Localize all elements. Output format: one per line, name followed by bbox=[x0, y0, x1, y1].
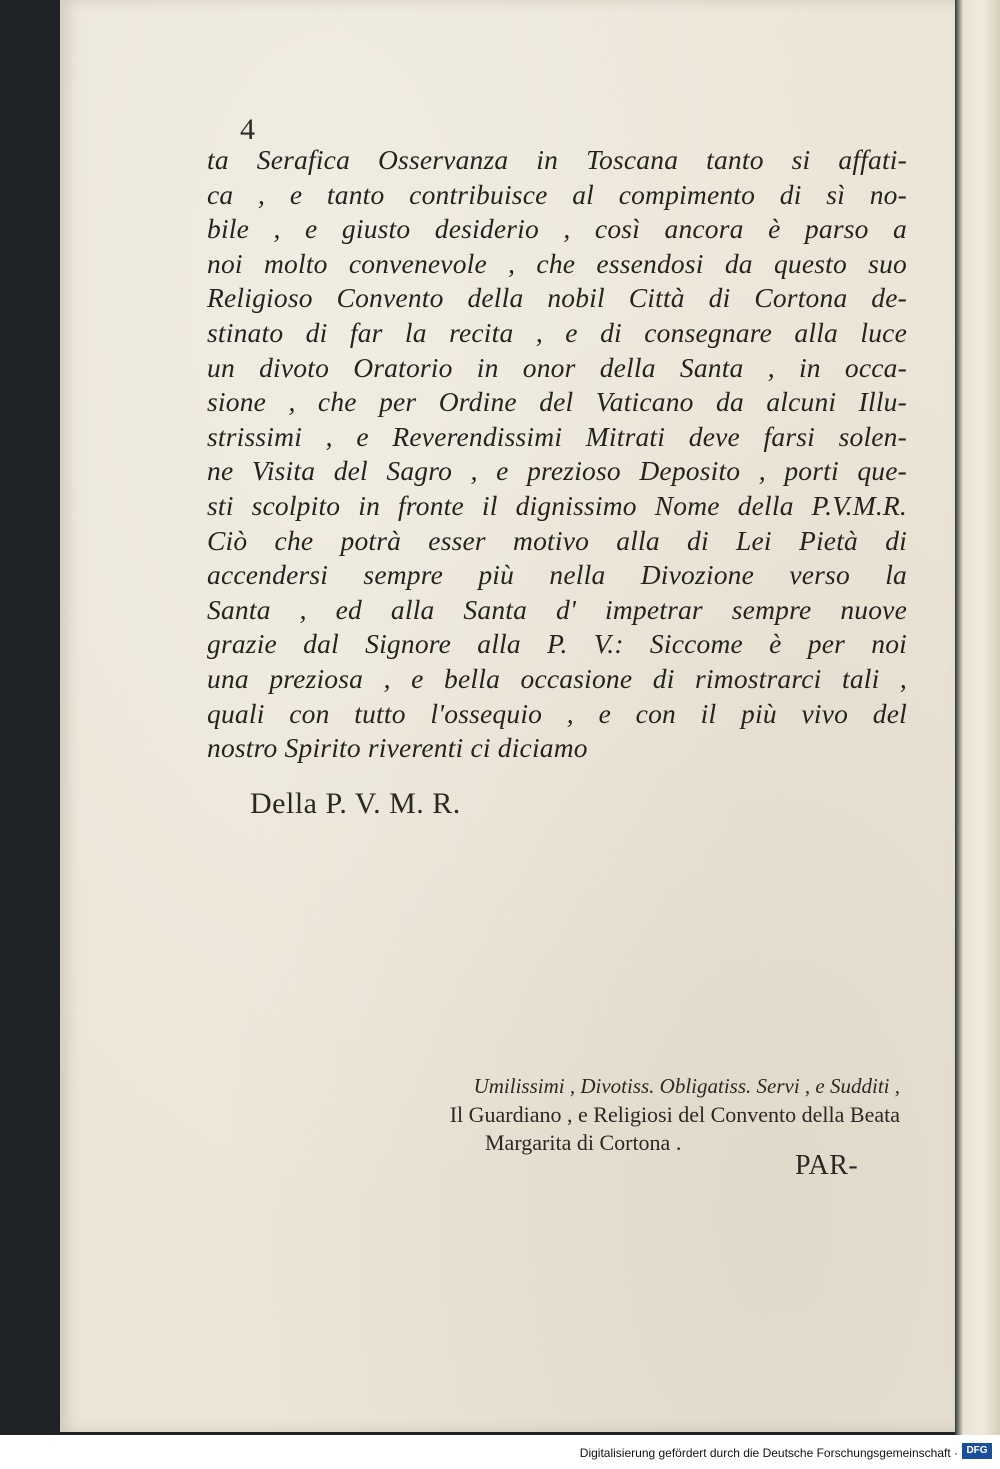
signature-line: Umilissimi , Divotiss. Obligatiss. Servi , e Sudditi , bbox=[473, 1074, 900, 1098]
body-line: ta Serafica Osservanza in Toscana tanto si affati- bbox=[207, 144, 907, 175]
adjacent-page-edge bbox=[955, 0, 1000, 1435]
body-line: sti scolpito in fronte il dignissimo Nome della P.V.M.R. bbox=[207, 489, 907, 521]
body-line: un divoto Oratorio in onor della Santa , in occa- bbox=[207, 351, 907, 383]
footer-credit: Digitalisierung gefördert durch die Deutsche Forschungsgemeinschaft · bbox=[579, 1446, 958, 1460]
signature-block bbox=[325, 1071, 900, 1157]
body-line: strissimi , e Reverendissimi Mitrati deve farsi solen- bbox=[207, 420, 907, 452]
body-line: noi molto convenevole , che essendosi da questo suo bbox=[207, 247, 907, 279]
body-line: accendersi sempre più nella Divozione verso la bbox=[207, 559, 907, 591]
body-line: Ciò che potrà esser motivo alla di Lei Pietà di bbox=[207, 524, 907, 556]
body-line: grazie dal Signore alla P. V.: Siccome è per noi bbox=[207, 628, 907, 660]
body-line: ca , e tanto contribuisce al compimento di sì no- bbox=[207, 178, 907, 210]
body-line: stinato di far la recita , e di consegnare alla luce bbox=[207, 316, 907, 348]
dfg-logo: DFG bbox=[962, 1443, 992, 1459]
body-line: sione , che per Ordine del Vaticano da alcuni Illu- bbox=[207, 386, 907, 418]
body-line: bile , e giusto desiderio , così ancora è parso a bbox=[207, 213, 907, 245]
page-number: 4 bbox=[240, 113, 255, 146]
body-line: ne Visita del Sagro , e prezioso Deposito , porti que- bbox=[207, 455, 907, 487]
body-line: nostro Spirito riverenti ci diciamo bbox=[207, 732, 588, 764]
salutation: Della P. V. M. R. bbox=[250, 787, 461, 820]
body-text bbox=[207, 143, 907, 766]
signature-line: Il Guardiano , e Religiosi del Convento della Beata bbox=[449, 1102, 900, 1127]
body-line: quali con tutto l'ossequio , e con il più vivo del bbox=[207, 697, 907, 729]
signature-line: Margarita di Cortona . bbox=[485, 1130, 682, 1155]
body-line: Religioso Convento della nobil Città di Cortona de- bbox=[207, 282, 907, 314]
body-line: una preziosa , e bella occasione di rimostrarci tali , bbox=[207, 662, 907, 694]
body-line: Santa , ed alla Santa d' impetrar sempre nuove bbox=[207, 593, 907, 625]
catchword: PAR- bbox=[795, 1150, 859, 1181]
